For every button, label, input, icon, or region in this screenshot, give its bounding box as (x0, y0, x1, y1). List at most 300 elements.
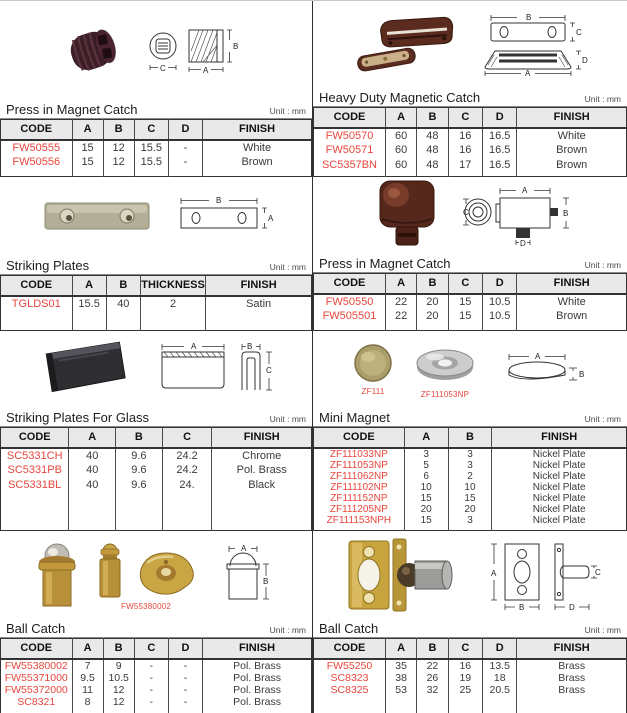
dimension-diagram (171, 192, 275, 240)
column-header: A (385, 274, 416, 294)
column-header: CODE (1, 276, 73, 296)
column-header: B (103, 120, 134, 140)
column-header: B (116, 428, 163, 448)
column-header: B (103, 639, 134, 659)
table-row (314, 684, 627, 696)
column-header: B (448, 428, 492, 448)
spec-value: 20 (448, 504, 492, 515)
spec-value: - (168, 672, 202, 684)
spec-value: - (168, 684, 202, 696)
spec-value: 15 (72, 140, 103, 155)
spec-value: 25 (448, 684, 482, 696)
product-code: FW50550 (325, 295, 374, 308)
spec-value: 12 (103, 140, 134, 155)
photo-caption: ZF111 (361, 387, 385, 396)
spec-value: 3 (448, 515, 492, 526)
spec-table (0, 638, 312, 713)
table-row (314, 143, 627, 158)
dim-label: A (491, 568, 497, 578)
spec-value: 15.5 (134, 155, 168, 170)
dimension-diagram (154, 340, 282, 398)
spec-value: Nickel Plate (492, 448, 627, 460)
spec-value: 10.5 (103, 672, 134, 684)
dimension-diagram (477, 11, 597, 77)
dim-label: C (463, 208, 469, 217)
section-title: Press in Magnet Catch (319, 256, 451, 271)
spec-value: 16 (448, 143, 482, 158)
product-photo-disc-magnet (351, 342, 395, 386)
spec-value: 60 (385, 128, 416, 143)
product-photo-area (0, 531, 312, 618)
spec-value: - (134, 672, 168, 684)
spec-value: 48 (417, 143, 448, 158)
dim-label: C (160, 64, 166, 73)
column-header: C (448, 108, 482, 128)
product-code: FW55380002 (4, 659, 68, 672)
table-row (314, 659, 627, 672)
spec-value: Brown (517, 143, 627, 158)
column-header: FINISH (203, 120, 312, 140)
column-header: A (385, 639, 416, 659)
spec-value: 15 (404, 515, 448, 526)
table-row (1, 140, 312, 155)
spec-value: 10 (448, 482, 492, 493)
product-code: SC5357BN (321, 159, 378, 171)
dim-label: D (582, 56, 588, 65)
product-code: ZF111153NPH (326, 514, 392, 526)
product-photo-area (0, 177, 312, 255)
spec-value: 20 (417, 309, 448, 324)
table-row (314, 504, 627, 515)
product-photo-area (313, 531, 627, 618)
section-title: Press in Magnet Catch (6, 102, 138, 117)
column-header: CODE (314, 108, 386, 128)
column-header: CODE (314, 428, 405, 448)
table-filler-row (1, 311, 312, 331)
section-title-row (313, 618, 627, 638)
spec-value: 15 (448, 294, 482, 309)
section-title-row (313, 253, 627, 273)
spec-value: 20 (404, 504, 448, 515)
column-header: FINISH (203, 639, 312, 659)
spec-value: 20.5 (483, 684, 517, 696)
spec-table (0, 119, 312, 177)
spec-value: 40 (69, 478, 116, 493)
spec-value: 9 (103, 659, 134, 672)
column-header: FINISH (517, 108, 627, 128)
spec-value: 12 (103, 155, 134, 170)
spec-table (313, 273, 627, 331)
spec-value: Nickel Plate (492, 482, 627, 493)
column-header: CODE (1, 639, 73, 659)
product-code: SC8323 (330, 671, 369, 684)
table-filler-row (1, 493, 312, 531)
spec-value: 15.5 (134, 140, 168, 155)
column-header: FINISH (517, 639, 627, 659)
spec-value: 40 (106, 296, 140, 311)
table-row (1, 672, 312, 684)
spec-value: Nickel Plate (492, 471, 627, 482)
dimension-diagram (495, 346, 589, 392)
section-mini-magnet (313, 331, 627, 531)
spec-value: 3 (448, 460, 492, 471)
spec-value: 26 (417, 672, 448, 684)
column-header: FINISH (517, 274, 627, 294)
spec-value: 24. (162, 478, 212, 493)
dim-label: A (522, 186, 528, 195)
spec-value: 22 (385, 309, 416, 324)
section-ball-catch-1 (0, 531, 313, 713)
dim-label: B (526, 13, 532, 22)
product-code: SC5331CH (6, 449, 63, 462)
table-row (314, 493, 627, 504)
column-header: C (448, 274, 482, 294)
section-title-row (313, 87, 627, 107)
table-row (1, 684, 312, 696)
column-header: A (72, 276, 106, 296)
spec-value: 24.2 (162, 463, 212, 478)
column-header: CODE (314, 639, 386, 659)
spec-value: White (203, 140, 312, 155)
spec-value: Brass (517, 659, 627, 672)
section-press-in-magnet-catch-2 (313, 177, 627, 331)
product-photo-magnet-plug (59, 14, 129, 86)
table-row (314, 482, 627, 493)
table-row (1, 659, 312, 672)
spec-value: 3 (448, 448, 492, 460)
product-photo-ball-catch-large (35, 538, 79, 612)
spec-value: Brass (517, 672, 627, 684)
spec-value: - (168, 696, 202, 708)
table-row (1, 448, 312, 463)
dimension-diagram (213, 540, 277, 610)
column-header: B (417, 108, 448, 128)
dimension-diagram (483, 536, 601, 614)
dim-label: D (520, 239, 526, 248)
product-code: FW505501 (322, 310, 377, 322)
spec-value: 15 (448, 309, 482, 324)
spec-value: - (168, 155, 202, 170)
product-code: FW55372000 (4, 683, 68, 696)
product-code: SC5331BL (8, 479, 62, 491)
section-title: Ball Catch (6, 621, 66, 636)
table-filler-row (1, 708, 312, 713)
photo-caption: FW55380002 (120, 601, 172, 611)
photo-caption: ZF111053NP (420, 390, 470, 399)
spec-value: 40 (69, 448, 116, 463)
product-photo-countersunk-magnet (409, 339, 481, 389)
dim-label: D (569, 602, 575, 612)
spec-value: Brass (517, 684, 627, 696)
spec-value: 18 (483, 672, 517, 684)
column-header: A (72, 639, 103, 659)
spec-value: 9.6 (116, 478, 163, 493)
photo-with-caption (93, 539, 199, 611)
spec-value: 8 (72, 696, 103, 708)
product-code: FW50570 (325, 129, 374, 142)
spec-value: 9.6 (116, 463, 163, 478)
spec-table (0, 275, 312, 331)
dim-label: B (216, 196, 222, 205)
dim-label: B (519, 602, 525, 612)
spec-value: 9.5 (72, 672, 103, 684)
table-filler-row (314, 696, 627, 713)
spec-value: Pol. Brass (203, 659, 312, 672)
section-heavy-duty-magnetic-catch (313, 1, 627, 177)
product-code: ZF111033NP (329, 448, 388, 460)
spec-value: 20 (417, 294, 448, 309)
table-row (314, 515, 627, 526)
spec-value: 15 (404, 493, 448, 504)
product-photo-ball-catch-plate (133, 547, 199, 601)
table-row (314, 309, 627, 324)
spec-value: 53 (385, 684, 416, 696)
section-title: Ball Catch (319, 621, 379, 636)
spec-value: 32 (417, 684, 448, 696)
section-ball-catch-2 (313, 531, 627, 713)
spec-table (313, 427, 627, 531)
spec-table (0, 427, 312, 531)
spec-value: 22 (385, 294, 416, 309)
spec-value: 35 (385, 659, 416, 672)
product-code: TGLDS01 (11, 297, 61, 310)
table-row (314, 672, 627, 684)
column-header: D (168, 120, 202, 140)
product-code: ZF111053NP (329, 459, 388, 471)
section-title-row (0, 99, 312, 119)
spec-value: 15 (72, 155, 103, 170)
dim-label: A (241, 543, 247, 553)
spec-value: 6 (404, 471, 448, 482)
column-header: A (69, 428, 116, 448)
table-row (314, 471, 627, 482)
spec-value: 17 (448, 158, 482, 173)
dim-label: B (579, 370, 585, 379)
column-header: CODE (314, 274, 386, 294)
spec-value: 10.5 (483, 294, 517, 309)
dim-label: B (563, 209, 569, 218)
column-header: C (134, 639, 168, 659)
column-header: FINISH (492, 428, 627, 448)
column-header: C (162, 428, 212, 448)
table-filler-row (1, 170, 312, 177)
table-row (1, 155, 312, 170)
product-photo-area (313, 1, 627, 87)
unit-label: Unit : mm (269, 106, 306, 116)
spec-value: White (517, 128, 627, 143)
spec-value: 13.5 (483, 659, 517, 672)
spec-value: Brown (203, 155, 312, 170)
spec-value: 24.2 (162, 448, 212, 463)
column-header: A (385, 108, 416, 128)
spec-value: Nickel Plate (492, 493, 627, 504)
product-code: ZF111062NP (329, 470, 388, 482)
section-title-row (313, 407, 627, 427)
spec-value: 19 (448, 672, 482, 684)
spec-value: Nickel Plate (492, 460, 627, 471)
spec-value: 16.5 (483, 158, 517, 173)
spec-value: 2 (140, 296, 205, 311)
spec-value: Satin (206, 296, 312, 311)
product-photo-ball-catch-small (93, 539, 127, 601)
spec-value: Nickel Plate (492, 515, 627, 526)
product-code: FW50556 (12, 156, 61, 168)
column-header: D (483, 639, 517, 659)
table-row (314, 448, 627, 460)
spec-value: 5 (404, 460, 448, 471)
column-header: A (404, 428, 448, 448)
table-row (1, 463, 312, 478)
column-header: CODE (1, 428, 69, 448)
section-title-row (0, 618, 312, 638)
table-filler-row (314, 526, 627, 531)
spec-value: White (517, 294, 627, 309)
spec-value: 48 (417, 158, 448, 173)
section-title: Heavy Duty Magnetic Catch (319, 90, 481, 105)
spec-value: Pol. Brass (203, 684, 312, 696)
spec-value: 16 (448, 659, 482, 672)
spec-value: 10 (404, 482, 448, 493)
unit-label: Unit : mm (584, 625, 621, 635)
table-row (314, 128, 627, 143)
product-photo-area (0, 1, 312, 99)
spec-value: 38 (385, 672, 416, 684)
section-title-row (0, 255, 312, 275)
spec-value: Pol. Brass (212, 463, 312, 478)
column-header: D (168, 639, 202, 659)
dimension-diagram (143, 21, 253, 79)
dim-label: B (263, 576, 269, 586)
column-header: CODE (1, 120, 73, 140)
column-header: C (448, 639, 482, 659)
spec-value: 60 (385, 143, 416, 158)
section-title: Striking Plates (6, 258, 90, 273)
product-photo-striking-plate (37, 195, 157, 237)
section-striking-plates (0, 177, 313, 331)
spec-value: Pol. Brass (203, 672, 312, 684)
spec-value: 60 (385, 158, 416, 173)
dim-label: C (266, 366, 272, 375)
spec-value: Brown (517, 158, 627, 173)
spec-value: 15.5 (72, 296, 106, 311)
product-code: ZF111102NP (330, 481, 388, 493)
column-header: A (72, 120, 103, 140)
section-striking-plates-for-glass (0, 331, 313, 531)
dim-label: A (191, 342, 197, 351)
product-photo-glass-clip (30, 336, 140, 402)
spec-value: 12 (103, 696, 134, 708)
column-header: D (483, 274, 517, 294)
spec-value: 40 (69, 463, 116, 478)
product-photo-magnet-body (368, 177, 446, 255)
dim-label: A (203, 66, 209, 75)
column-header: FINISH (206, 276, 312, 296)
dim-label: A (268, 214, 274, 223)
unit-label: Unit : mm (269, 262, 306, 272)
unit-label: Unit : mm (269, 625, 306, 635)
unit-label: Unit : mm (584, 414, 621, 424)
spec-value: 16.5 (483, 128, 517, 143)
column-header: B (417, 274, 448, 294)
spec-value: 16.5 (483, 143, 517, 158)
spec-value: Chrome (212, 448, 312, 463)
product-code: SC5331PB (7, 464, 62, 476)
product-photo-area (313, 177, 627, 253)
table-row (1, 296, 312, 311)
spec-value: 7 (72, 659, 103, 672)
dim-label: C (576, 28, 582, 37)
spec-value: 15 (448, 493, 492, 504)
product-code: SC8321 (17, 695, 56, 708)
column-header: B (417, 639, 448, 659)
unit-label: Unit : mm (269, 414, 306, 424)
product-code: SC8325 (330, 683, 369, 696)
spec-value: 22 (417, 659, 448, 672)
spec-value: 2 (448, 471, 492, 482)
spec-value: - (168, 140, 202, 155)
spec-table (313, 638, 627, 713)
spec-value: - (168, 659, 202, 672)
product-photo-area (0, 331, 312, 407)
spec-value: Black (212, 478, 312, 493)
dimension-diagram (460, 180, 572, 250)
section-title: Mini Magnet (319, 410, 390, 425)
spec-value: Brown (517, 309, 627, 324)
spec-value: 16 (448, 128, 482, 143)
table-row (314, 460, 627, 471)
spec-value: - (134, 659, 168, 672)
section-press-in-magnet-catch-1 (0, 1, 313, 177)
section-title: Striking Plates For Glass (6, 410, 150, 425)
spec-value: 11 (72, 684, 103, 696)
spec-table (313, 107, 627, 177)
spec-value: 12 (103, 684, 134, 696)
unit-label: Unit : mm (584, 260, 621, 270)
dim-label: A (525, 69, 531, 77)
column-header: B (106, 276, 140, 296)
spec-value: - (134, 684, 168, 696)
photo-with-caption (351, 342, 395, 396)
spec-value: 3 (404, 448, 448, 460)
product-photo-area (313, 331, 627, 407)
column-header: THICKNESS (140, 276, 205, 296)
table-row (1, 478, 312, 493)
dim-label: B (247, 342, 253, 351)
dim-label: B (233, 42, 239, 51)
spec-value: Nickel Plate (492, 504, 627, 515)
column-header: FINISH (212, 428, 312, 448)
product-photo-mortise-ball-catch (339, 535, 469, 615)
table-filler-row (314, 324, 627, 331)
table-row (314, 294, 627, 309)
product-photo-magnetic-catch (343, 9, 463, 79)
spec-value: 48 (417, 128, 448, 143)
spec-value: - (134, 696, 168, 708)
photo-with-caption (409, 339, 481, 399)
spec-value: Pol. Brass (203, 696, 312, 708)
product-code: FW55371000 (4, 671, 68, 684)
table-row (314, 158, 627, 173)
spec-value: 10.5 (483, 309, 517, 324)
section-title-row (0, 407, 312, 427)
product-code: FW50571 (325, 144, 374, 156)
spec-value: 9.6 (116, 448, 163, 463)
product-code: ZF111152NP (330, 492, 388, 504)
product-code: ZF111205NP (329, 503, 388, 515)
product-code: FW50555 (12, 141, 61, 154)
column-header: C (134, 120, 168, 140)
table-row (1, 696, 312, 708)
